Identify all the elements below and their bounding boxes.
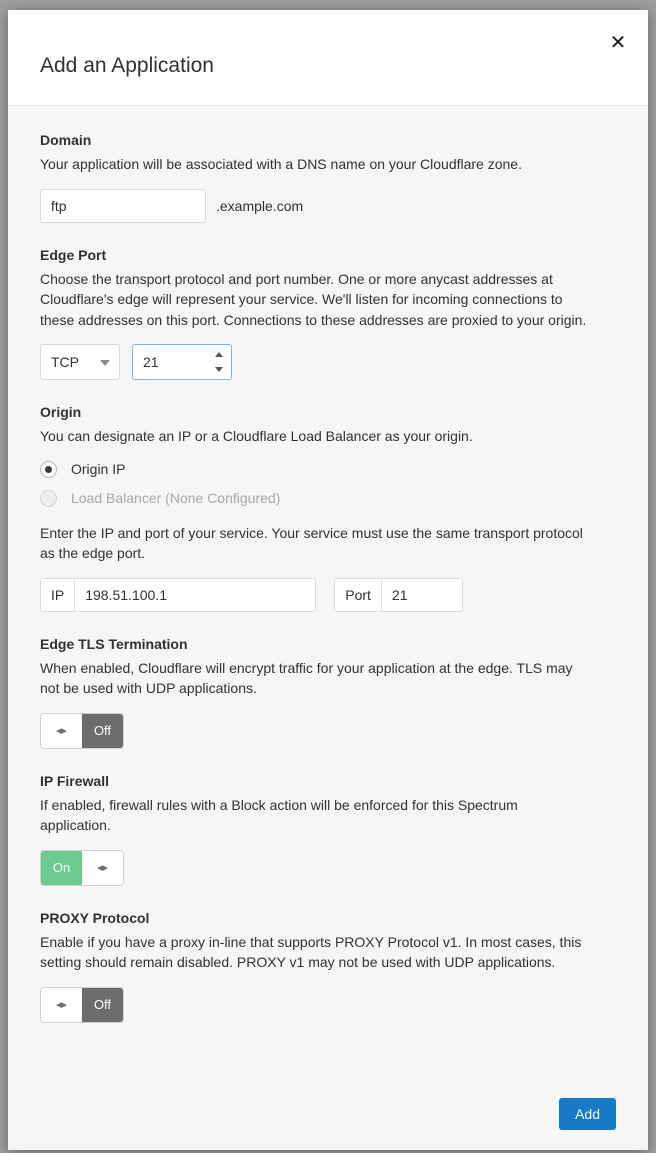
chevron-down-icon [100, 360, 110, 366]
domain-row [40, 189, 616, 223]
domain-suffix-label: .example.com [216, 197, 304, 214]
modal-body [8, 106, 648, 1023]
domain-input[interactable] [40, 189, 206, 223]
origin-port-input[interactable] [382, 579, 462, 611]
origin-ip-group[interactable] [40, 578, 316, 612]
domain-heading: Domain [40, 132, 92, 148]
protocol-select-value: TCP [51, 354, 79, 370]
origin-ip-input[interactable] [75, 579, 315, 611]
section-ip-firewall [40, 773, 616, 886]
modal-header [8, 10, 648, 106]
origin-heading: Origin [40, 404, 82, 420]
domain-description: Your application will be associated with a DNS name on your Cloudflare zone. [40, 156, 522, 172]
edge-port-description: Choose the transport protocol and port number. One or more anycast addresses at Cloudflare's edge will represent your service. We'll listen for incoming connections to these addresses on this port. Connections to these addresses are proxied to your origin. [40, 270, 587, 328]
ip-firewall-toggle-state[interactable]: On [41, 851, 82, 885]
edge-tls-toggle[interactable] [40, 713, 124, 749]
ip-firewall-description: If enabled, firewall rules with a Block action will be enforced for this Spectrum application. [40, 796, 518, 833]
edge-port-row [40, 344, 616, 380]
stepper-down-icon[interactable] [215, 367, 223, 372]
edge-port-stepper[interactable] [132, 344, 232, 380]
origin-port-group[interactable] [334, 578, 463, 612]
proxy-protocol-description: Enable if you have a proxy in-line that supports PROXY Protocol v1. In most cases, this setting should remain disabled. PROXY v1 may not be used with UDP applications. [40, 933, 582, 970]
radio-load-balancer-indicator [40, 490, 57, 507]
add-button[interactable]: Add [559, 1098, 616, 1130]
origin-port-label: Port [335, 579, 382, 611]
edge-port-heading: Edge Port [40, 246, 107, 263]
radio-load-balancer-label: Load Balancer (None Configured) [71, 490, 281, 506]
ip-firewall-heading: IP Firewall [40, 772, 109, 789]
proxy-protocol-toggle-state[interactable]: Off [82, 988, 123, 1022]
protocol-select[interactable] [40, 344, 120, 380]
origin-ip-port-row [40, 578, 616, 612]
edge-tls-heading: Edge TLS Termination [40, 635, 188, 652]
section-proxy-protocol [40, 910, 616, 1023]
proxy-protocol-heading: PROXY Protocol [40, 909, 150, 926]
ip-firewall-toggle[interactable] [40, 850, 124, 886]
number-stepper-icon[interactable] [215, 352, 223, 372]
radio-load-balancer [40, 490, 616, 507]
edge-tls-description: When enabled, Cloudflare will encrypt traffic for your application at the edge. TLS may not be used with UDP applications. [40, 659, 573, 696]
edge-port-input[interactable] [133, 346, 207, 378]
section-edge-port [40, 247, 616, 381]
edge-tls-toggle-state[interactable]: Off [82, 714, 123, 748]
edge-tls-toggle-handle-icon[interactable]: ◂▸ [41, 714, 82, 748]
origin-description: You can designate an IP or a Cloudflare Load Balancer as your origin. [40, 428, 473, 444]
radio-origin-ip[interactable] [40, 461, 616, 478]
add-application-modal [8, 10, 648, 1150]
origin-ip-label: IP [41, 579, 75, 611]
close-icon[interactable]: ✕ [604, 28, 632, 56]
section-edge-tls [40, 636, 616, 749]
modal-footer [8, 1078, 648, 1150]
radio-origin-ip-indicator[interactable] [40, 461, 57, 478]
section-domain [40, 132, 616, 223]
proxy-protocol-toggle[interactable] [40, 987, 124, 1023]
section-origin [40, 404, 616, 612]
proxy-protocol-toggle-handle-icon[interactable]: ◂▸ [41, 988, 82, 1022]
ip-firewall-toggle-handle-icon[interactable]: ◂▸ [82, 851, 123, 885]
radio-origin-ip-label: Origin IP [71, 461, 126, 477]
page-title: Add an Application [40, 54, 214, 77]
stepper-up-icon[interactable] [215, 352, 223, 357]
origin-note: Enter the IP and port of your service. Your service must use the same transport protocol as the edge port. [40, 524, 583, 561]
